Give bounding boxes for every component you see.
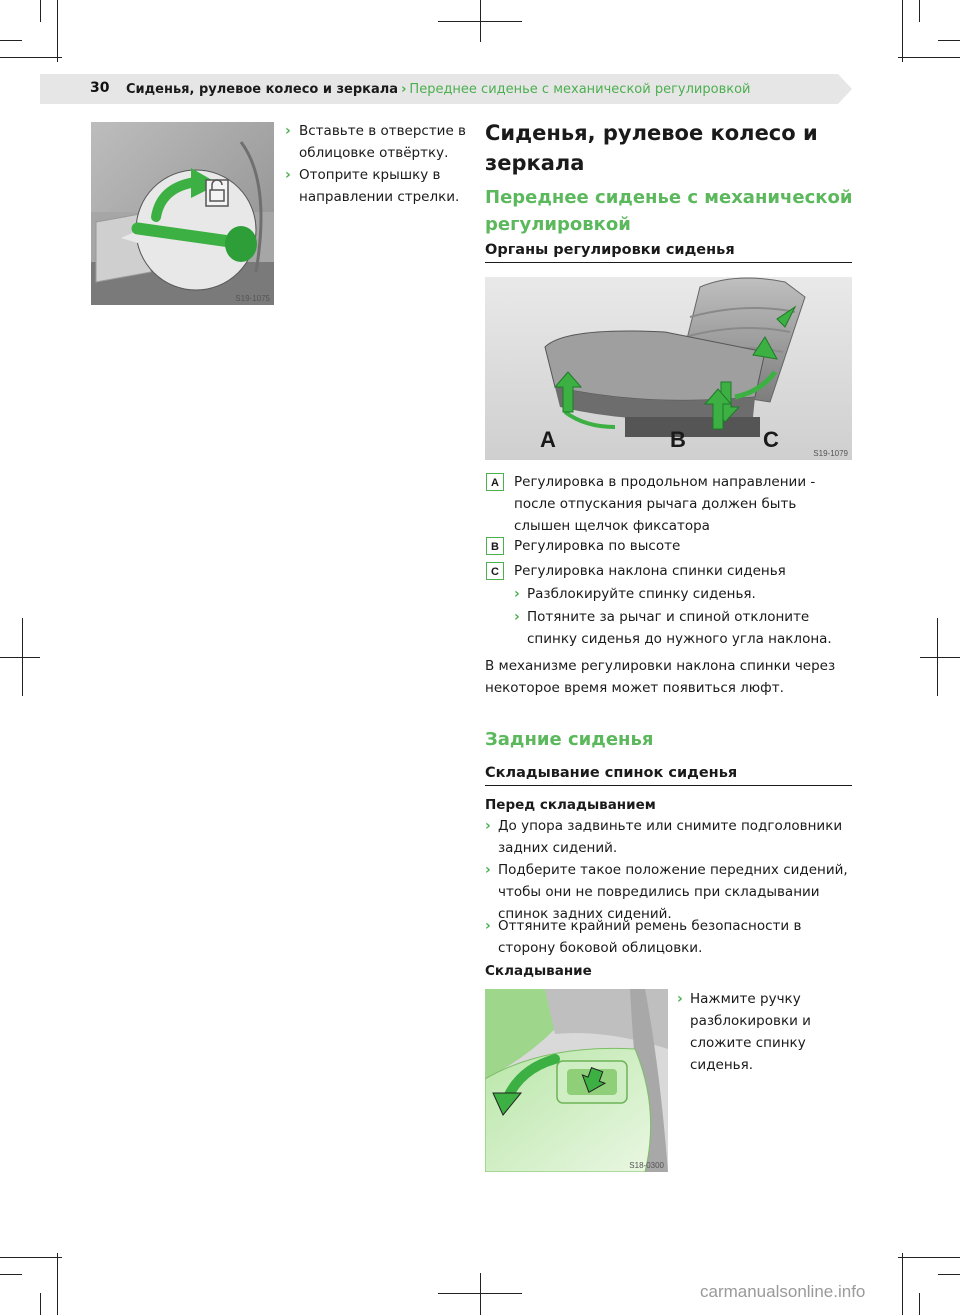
figure-code: S19-1079 [813, 449, 848, 458]
seat-label-c: C [763, 427, 779, 452]
screwdriver-illustration [91, 122, 274, 305]
section-title-rear: Задние сиденья [485, 729, 654, 750]
legend-text-a: Регулировка в продольном направлении - после отпускания рычага должен быть слышен щелчок фиксатора [514, 474, 816, 534]
crop-mark [57, 1253, 58, 1315]
bullet-arrow-icon: › [514, 609, 520, 625]
legend-key-c: C [486, 562, 504, 580]
left-step: › Отоприте крышку в направлении стрелки. [285, 164, 470, 208]
folding-label: Складывание [485, 963, 592, 979]
section-title: Переднее сиденье с механической регулировкой [485, 187, 853, 235]
crop-mark [40, 0, 41, 22]
note-text: В механизме регулировки наклона спинки через некоторое время может появиться люфт. [485, 658, 836, 696]
figure-fold-seat [485, 989, 668, 1172]
fold-illustration [485, 989, 668, 1172]
crop-mark [0, 1257, 62, 1258]
figure-code: S19-1075 [235, 294, 270, 303]
breadcrumb-section[interactable]: Переднее сиденье с механической регулировкой [409, 82, 751, 97]
bullet-arrow-icon: › [485, 918, 491, 934]
bullet-arrow-icon: › [285, 123, 291, 139]
crop-mark [898, 1257, 960, 1258]
c-step: › Потяните за рычаг и спиной отклоните спинку сиденья до нужного угла наклона. [514, 606, 854, 650]
bullet-arrow-icon: › [677, 991, 683, 1007]
watermark: carmanualsonline.info [700, 1282, 866, 1301]
crop-mark [0, 657, 40, 658]
crop-mark [0, 1274, 22, 1275]
crop-mark [919, 1293, 920, 1315]
crop-mark [480, 0, 481, 42]
figure-seat-controls [485, 277, 852, 460]
crop-mark [938, 40, 960, 41]
crop-mark [57, 0, 58, 62]
left-step: › Вставьте в отверстие в облицовке отвёртку. [285, 120, 470, 164]
crop-mark [937, 618, 938, 696]
crop-mark [902, 0, 903, 62]
seat-label-b: B [670, 427, 686, 452]
bullet-arrow-icon: › [514, 586, 520, 602]
breadcrumb-separator: › [401, 82, 407, 97]
breadcrumb-chapter[interactable]: Сиденья, рулевое колесо и зеркала [126, 82, 399, 97]
bullet-arrow-icon: › [285, 167, 291, 183]
crop-mark [0, 40, 22, 41]
legend-text-b: Регулировка по высоте [514, 538, 681, 554]
crop-mark [480, 1273, 481, 1315]
page-title: Сиденья, рулевое колесо и зеркала [485, 121, 818, 175]
before-step: › До упора задвиньте или снимите подголовники задних сидений. [485, 815, 855, 859]
bullet-arrow-icon: › [485, 818, 491, 834]
subsection-heading: Органы регулировки сиденья [485, 242, 735, 258]
crop-mark [898, 57, 960, 58]
divider [485, 262, 852, 263]
page-number: 30 [90, 80, 110, 96]
crop-mark [902, 1253, 903, 1315]
crop-mark [920, 657, 960, 658]
seat-label-a: A [540, 427, 556, 452]
breadcrumb [126, 82, 751, 97]
legend-key-a: A [486, 473, 504, 491]
figure-code: S18-0300 [629, 1161, 664, 1170]
c-step: › Разблокируйте спинку сиденья. [514, 583, 854, 605]
fold-step: › Нажмите ручку разблокировки и сложите спинку сиденья. [677, 988, 857, 1076]
subsection-heading-folding: Складывание спинок сиденья [485, 765, 738, 781]
divider [485, 785, 852, 786]
before-label: Перед складыванием [485, 797, 656, 813]
crop-mark [0, 57, 62, 58]
crop-mark [938, 1274, 960, 1275]
crop-mark [40, 1293, 41, 1315]
figure-screwdriver [91, 122, 274, 305]
crop-mark [919, 0, 920, 22]
legend-key-b: B [486, 537, 504, 555]
bullet-arrow-icon: › [485, 862, 491, 878]
crop-mark [22, 618, 23, 696]
before-step: › Оттяните крайний ремень безопасности в сторону боковой облицовки. [485, 915, 855, 959]
legend-text-c: Регулировка наклона спинки сиденья [514, 563, 786, 579]
before-step: › Подберите такое положение передних сидений, чтобы они не повредились при складывании спинок задних сидений. [485, 859, 860, 925]
seat-illustration [485, 277, 852, 460]
